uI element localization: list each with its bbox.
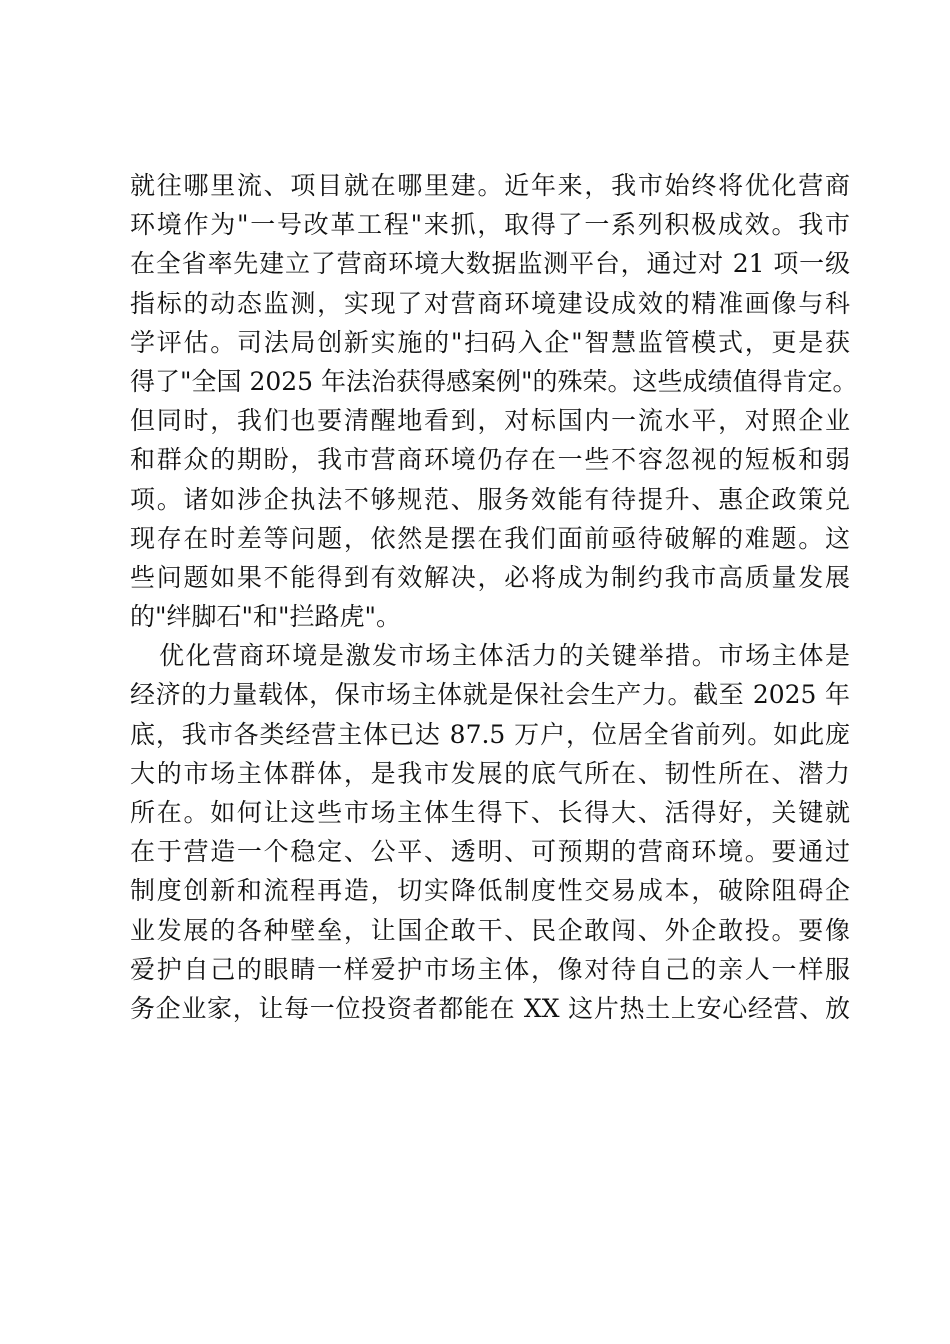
text-line: 学评估。司法局创新实施的"扫码入企"智慧监管模式，更是获 xyxy=(130,327,850,357)
text-line: 制度创新和流程再造，切实降低制度性交易成本，破除阻碍企 xyxy=(130,876,850,906)
text-line: 优化营商环境是激发市场主体活力的关键举措。市场主体是 xyxy=(159,641,850,671)
text-line: 得了"全国 2025 年法治获得感案例"的殊荣。这些成绩值得肯定。 xyxy=(130,366,858,396)
text-line: 项。诸如涉企执法不够规范、服务效能有待提升、惠企政策兑 xyxy=(130,484,850,514)
text-line: 和群众的期盼，我市营商环境仍存在一些不容忽视的短板和弱 xyxy=(130,445,850,475)
text-line: 现存在时差等问题，依然是摆在我们面前亟待破解的难题。这 xyxy=(130,523,850,553)
body-text xyxy=(130,166,858,1028)
text-line: 的"绊脚石"和"拦路虎"。 xyxy=(130,602,401,632)
text-line: 底，我市各类经营主体已达 87.5 万户，位居全省前列。如此庞 xyxy=(130,719,850,749)
text-line: 就往哪里流、项目就在哪里建。近年来，我市始终将优化营商 xyxy=(130,171,850,200)
text-line: 大的市场主体群体，是我市发展的底气所在、韧性所在、潜力 xyxy=(130,758,850,788)
text-line: 但同时，我们也要清醒地看到，对标国内一流水平，对照企业 xyxy=(130,406,850,436)
text-line: 经济的力量载体，保市场主体就是保社会生产力。截至 2025 年 xyxy=(130,680,850,710)
text-line: 些问题如果不能得到有效解决，必将成为制约我市高质量发展 xyxy=(130,562,850,592)
text-line: 业发展的各种壁垒，让国企敢干、民企敢闯、外企敢投。要像 xyxy=(130,915,850,945)
text-line: 在于营造一个稳定、公平、透明、可预期的营商环境。要通过 xyxy=(130,837,850,867)
text-line: 环境作为"一号改革工程"来抓，取得了一系列积极成效。我市 xyxy=(130,210,850,240)
text-line: 爱护自己的眼睛一样爱护市场主体，像对待自己的亲人一样服 xyxy=(130,954,850,984)
text-line: 指标的动态监测，实现了对营商环境建设成效的精准画像与科 xyxy=(130,288,850,318)
text-line: 在全省率先建立了营商环境大数据监测平台，通过对 21 项一级 xyxy=(130,249,850,279)
text-line: 务企业家，让每一位投资者都能在 XX 这片热土上安心经营、放 xyxy=(130,993,850,1023)
text-line: 所在。如何让这些市场主体生得下、长得大、活得好，关键就 xyxy=(130,798,850,827)
